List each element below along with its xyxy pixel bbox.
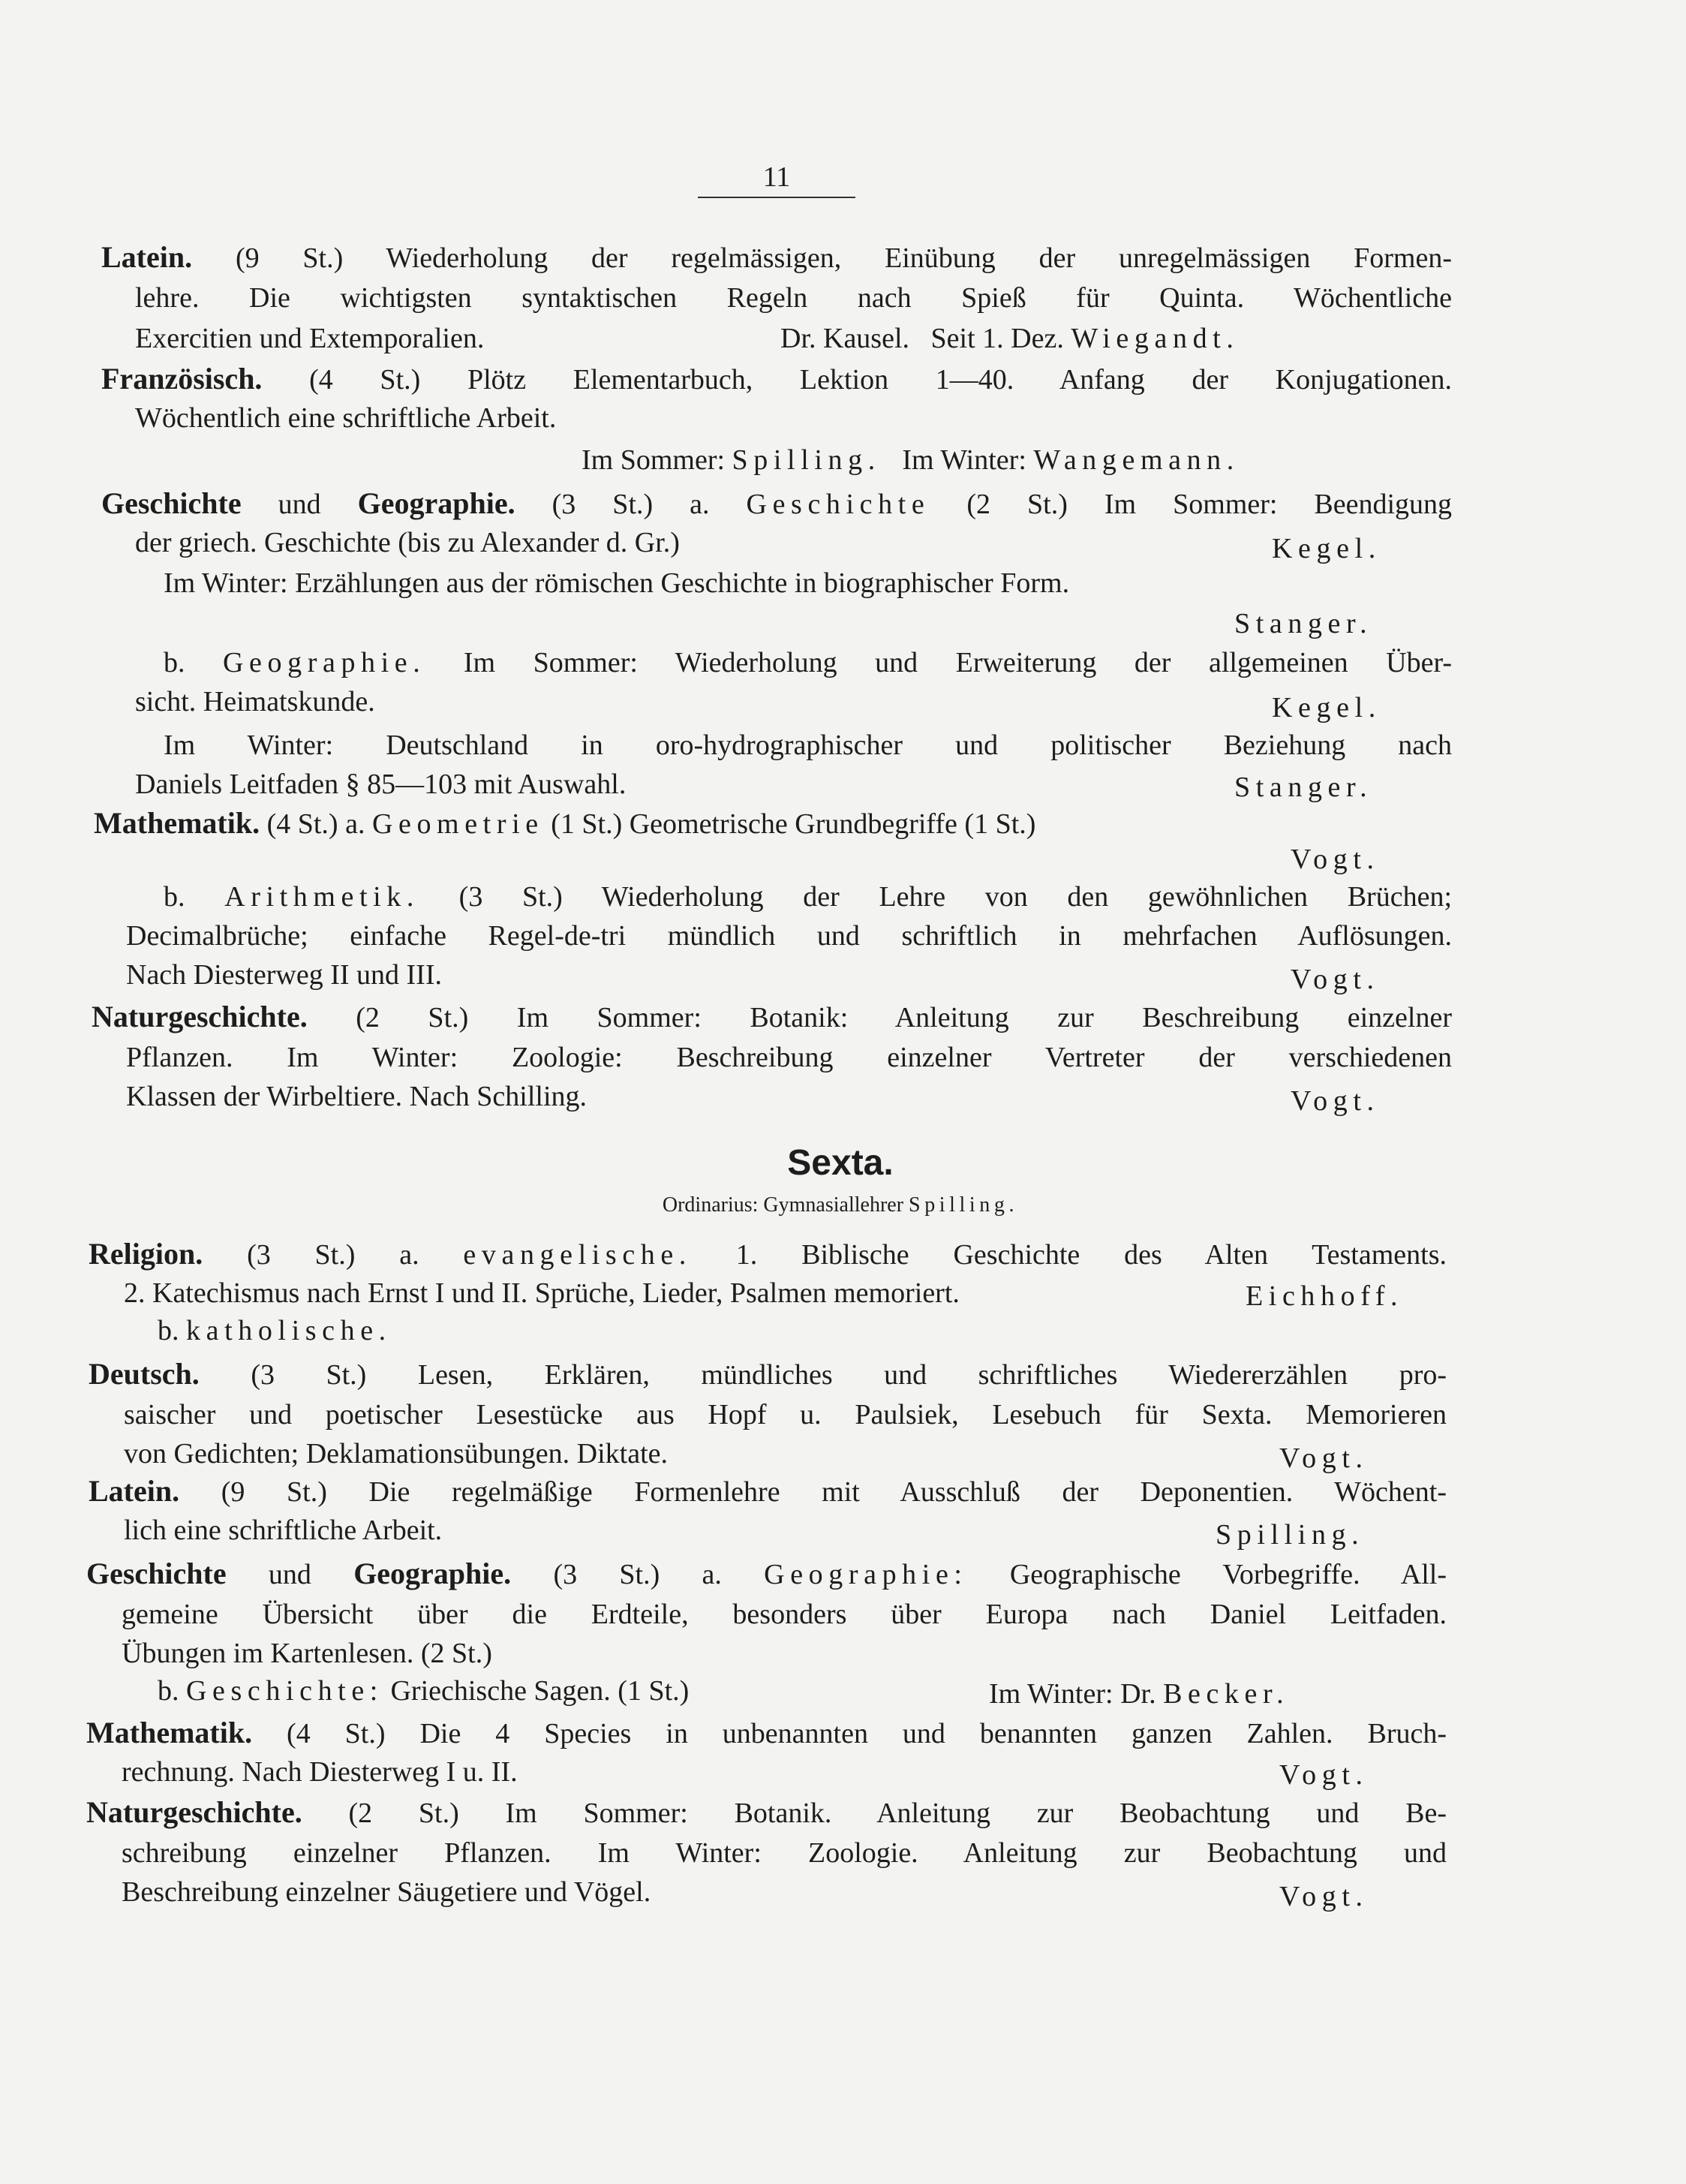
sexta-mathe-line-2: rechnung. Nach Diesterweg I u. II. (122, 1756, 518, 1788)
sexta-natur-line-2: schreibung einzelner Pflanzen. Im Winter: Zoologie. Anleitung zur Beobachtung und (122, 1837, 1447, 1869)
quinta-latein-heading: Latein. (101, 240, 193, 274)
sexta-deutsch-heading: Deutsch. (89, 1357, 200, 1391)
quinta-latein-line-3: Exercitien und Extemporalien. (135, 323, 485, 354)
quinta-franz-teachers: Im Sommer: Spilling. Im Winter: Wangemann. (582, 444, 1240, 476)
quinta-gesch-teacher-1: Kegel. (1272, 533, 1381, 564)
sexta-deutsch-line-3: von Gedichten; Deklamationsübungen. Diktate. (124, 1438, 668, 1470)
quinta-natur-line-3: Klassen der Wirbeltiere. Nach Schilling. (126, 1081, 588, 1112)
sexta-natur-line-1: Naturgeschichte. (2 St.) Im Sommer: Botanik. Anleitung zur Beobachtung und Be- (86, 1795, 1447, 1829)
quinta-latein-teacher: Dr. Kausel. Seit 1. Dez. Wiegandt. (780, 323, 1240, 354)
sexta-religion-heading: Religion. (89, 1237, 203, 1271)
quinta-mathe-line-3: Decimalbrüche; einfache Regel-de-tri mündlich und schriftlich in mehrfachen Auflösungen. (126, 920, 1452, 952)
quinta-latein-line-2: lehre. Die wichtigsten syntaktischen Regeln nach Spieß für Quinta. Wöchentliche (135, 282, 1452, 314)
quinta-franz-line-2: Wöchentlich eine schriftliche Arbeit. (135, 402, 557, 434)
quinta-latein-line-1: Latein. (9 St.) Wiederholung der regelmässigen, Einübung der unregelmässigen Formen- (101, 240, 1452, 274)
quinta-mathe-teacher-2: Vogt. (1291, 964, 1380, 995)
sexta-natur-heading: Naturgeschichte. (86, 1795, 302, 1829)
sexta-natur-teacher: Vogt. (1279, 1881, 1369, 1912)
quinta-gesch-line-4: b. Geographie. Im Sommer: Wiederholung und Erweiterung der allgemeinen Über- (164, 647, 1453, 678)
sexta-gesch-line-4: b. Geschichte: Griechische Sagen. (1 St.) (158, 1675, 690, 1707)
quinta-gesch-teacher-3: Kegel. (1272, 692, 1381, 723)
ordinarius-line: Ordinarius: Gymnasiallehrer Spilling. (662, 1193, 1019, 1217)
sexta-deutsch-line-2: saischer und poetischer Lesestücke aus Hopf u. Paulsiek, Lesebuch für Sexta. Memorieren (124, 1399, 1447, 1430)
sexta-latein-teacher: Spilling. (1216, 1519, 1365, 1551)
quinta-gesch-line-1: Geschichte und Geographie. (3 St.) a. Geschichte (2 St.) Im Sommer: Beendigung (101, 486, 1453, 520)
quinta-natur-line-2: Pflanzen. Im Winter: Zoologie: Beschreibung einzelner Vertreter der verschiedenen (126, 1042, 1452, 1073)
sexta-gesch-line-2: gemeine Übersicht über die Erdteile, besonders über Europa nach Daniel Leitfaden. (122, 1599, 1447, 1630)
quinta-gesch-line-5: sicht. Heimatskunde. (135, 686, 375, 717)
quinta-gesch-line-3: Im Winter: Erzählungen aus der römischen Geschichte in biographischer Form. (164, 567, 1070, 599)
sexta-deutsch-teacher: Vogt. (1279, 1442, 1369, 1474)
quinta-natur-line-1: Naturgeschichte. (2 St.) Im Sommer: Botanik: Anleitung zur Beschreibung einzelner (92, 1000, 1452, 1033)
quinta-mathe-line-4: Nach Diesterweg II und III. (126, 959, 442, 991)
page-number: 11 (698, 158, 855, 198)
quinta-mathe-teacher-1: Vogt. (1291, 844, 1380, 875)
sexta-latein-line-2: lich eine schriftliche Arbeit. (124, 1515, 443, 1546)
quinta-gesch-teacher-4: Stanger. (1234, 772, 1373, 803)
sexta-latein-heading: Latein. (89, 1474, 180, 1508)
sexta-religion-line-2: 2. Katechismus nach Ernst I und II. Sprüche, Lieder, Psalmen memoriert. (124, 1277, 960, 1309)
quinta-franz-heading: Französisch. (101, 362, 263, 396)
sexta-mathe-teacher: Vogt. (1279, 1759, 1369, 1791)
quinta-mathe-line-2: b. Arithmetik. (3 St.) Wiederholung der Lehre von den gewöhnlichen Brüchen; (164, 881, 1453, 913)
sexta-deutsch-line-1: Deutsch. (3 St.) Lesen, Erklären, mündliches und schriftliches Wiedererzählen pro- (89, 1357, 1447, 1391)
sexta-latein-line-1: Latein. (9 St.) Die regelmäßige Formenlehre mit Ausschluß der Deponentien. Wöchent- (89, 1474, 1447, 1508)
sexta-gesch-line-1: Geschichte und Geographie. (3 St.) a. Geographie: Geographische Vorbegriffe. All- (86, 1557, 1447, 1590)
quinta-franz-line-1: Französisch. (4 St.) Plötz Elementarbuch, Lektion 1—40. Anfang der Konjugationen. (101, 362, 1453, 396)
sexta-gesch-line-3: Übungen im Kartenlesen. (2 St.) (122, 1638, 492, 1669)
quinta-gesch-teacher-2: Stanger. (1234, 608, 1373, 639)
quinta-mathe-line-1: Mathematik. (4 St.) a. Geometrie (1 St.) Geometrische Grundbegriffe (1 St.) (94, 806, 1036, 840)
sexta-religion-line-1: Religion. (3 St.) a. evangelische. 1. Biblische Geschichte des Alten Testaments. (89, 1237, 1447, 1271)
quinta-gesch-line-6: Im Winter: Deutschland in oro-hydrographischer und politischer Beziehung nach (164, 730, 1452, 761)
sexta-natur-line-3: Beschreibung einzelner Säugetiere und Vögel. (122, 1876, 651, 1908)
quinta-mathe-heading: Mathematik. (94, 806, 260, 840)
sexta-mathe-heading: Mathematik. (86, 1716, 253, 1749)
quinta-natur-heading: Naturgeschichte. (92, 1000, 308, 1033)
quinta-gesch-heading: Geschichte (101, 486, 242, 520)
quinta-gesch-line-7: Daniels Leitfaden § 85—103 mit Auswahl. (135, 769, 627, 800)
quinta-gesch-line-2: der griech. Geschichte (bis zu Alexander d. Gr.) (135, 527, 680, 558)
sexta-religion-teacher: Eichhoff. (1246, 1280, 1404, 1312)
sexta-gesch-heading: Geschichte (86, 1557, 227, 1590)
section-title-sexta: Sexta. (787, 1143, 894, 1183)
sexta-gesch-teacher: Im Winter: Dr. Becker. (989, 1678, 1290, 1710)
sexta-mathe-line-1: Mathematik. (4 St.) Die 4 Species in unbenannten und benannten ganzen Zahlen. Bruch- (86, 1716, 1447, 1749)
sexta-religion-line-3: b. katholische. (158, 1315, 392, 1346)
quinta-natur-teacher: Vogt. (1291, 1085, 1380, 1117)
